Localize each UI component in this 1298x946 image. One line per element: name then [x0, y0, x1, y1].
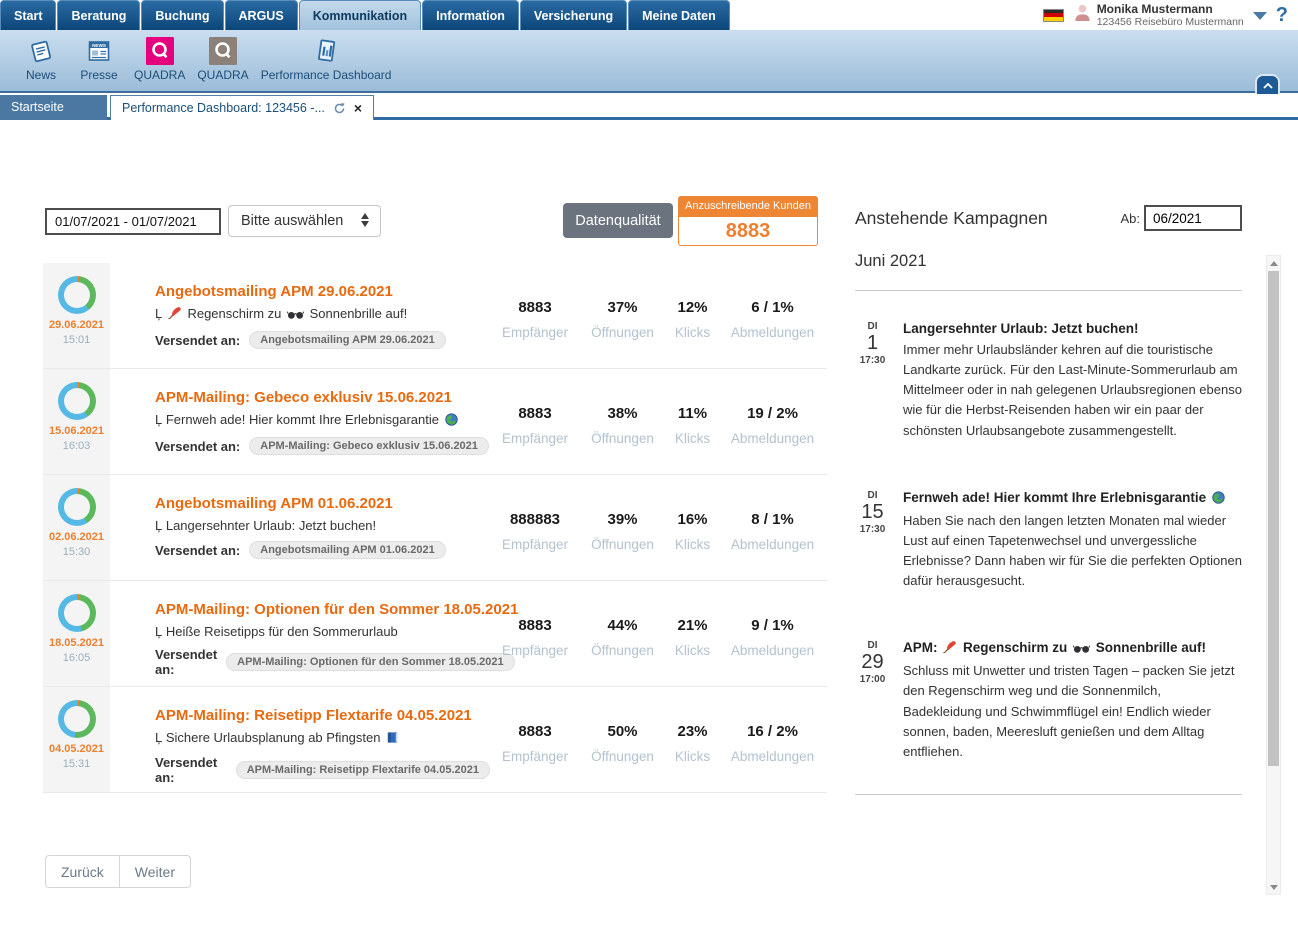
stat-unsubscribes-value: 6 / 1% — [751, 299, 794, 316]
stat-recipients-label: Empfänger — [501, 643, 569, 658]
donut-hole — [64, 388, 90, 414]
mailing-row[interactable] — [43, 581, 827, 687]
mailing-subject: Ļ Sichere Urlaubsplanung ab Pfingsten — [155, 730, 490, 747]
mailing-time: 15:30 — [62, 546, 91, 558]
mailing-tag-badge: APM-Mailing: Gebeco exklusiv 15.06.2021 — [249, 437, 489, 455]
stat-unsubscribes-value: 8 / 1% — [751, 511, 794, 528]
mailing-donut-chart — [58, 276, 96, 314]
stat-recipients-label: Empfänger — [501, 325, 569, 340]
stat-recipients — [490, 299, 580, 368]
upcoming-panel-title: Anstehende Kampagnen — [855, 207, 1048, 228]
stat-recipients — [490, 511, 580, 580]
top-nav — [0, 0, 1298, 30]
stat-unsubscribes-value: 9 / 1% — [751, 617, 794, 634]
stat-opens-label: Öffnungen — [591, 643, 654, 658]
mailing-date: 29.06.2021 — [48, 319, 105, 331]
stat-opens — [580, 617, 665, 686]
stat-recipients-value: 8883 — [518, 723, 552, 740]
mailing-sent-row — [155, 755, 490, 785]
stat-opens-label: Öffnungen — [591, 431, 654, 446]
upcoming-title: Langersehnter Urlaub: Jetzt buchen! — [903, 321, 1139, 336]
customers-box-value: 8883 — [678, 217, 818, 246]
stat-opens — [580, 723, 665, 792]
month-heading: Juni 2021 — [855, 252, 927, 270]
presse-icon — [85, 37, 113, 65]
sent-to-label: Versendet an: — [155, 647, 218, 677]
nav-tab-meine-daten[interactable]: Meine Daten — [628, 0, 730, 30]
mailing-date-cell — [43, 263, 110, 368]
upcoming-body: Immer mehr Urlaubsländer kehren auf die touristische Landkarte zurück. Für den Last-Minute-Sommerurlaub am Mittelmeer oder in nah gelegenen Urlaubsregionen ebenso wie für die Herbst-Reisenden haben wir ein paar der schönsten Urlaubsangebote zusammengestellt. — [903, 342, 1242, 438]
stat-clicks-value: 12% — [677, 299, 708, 316]
user-area — [1043, 0, 1288, 30]
stat-unsubscribes — [720, 405, 825, 474]
globe-icon — [1212, 491, 1225, 507]
stat-clicks-label: Klicks — [674, 537, 711, 552]
close-icon[interactable]: × — [353, 100, 363, 116]
from-month-input[interactable] — [1144, 205, 1242, 231]
customers-box-title: Anzuschreibende Kunden — [678, 196, 818, 217]
mailing-subject: Ļ Fernweh ade! Hier kommt Ihre Erlebnisgarantie — [155, 412, 490, 429]
stat-unsubscribes-label: Abmeldungen — [730, 749, 815, 764]
stat-clicks — [665, 723, 720, 792]
stat-recipients-label: Empfänger — [501, 749, 569, 764]
mailing-main — [110, 581, 519, 686]
toolbar-item-news-0[interactable] — [12, 37, 70, 82]
upcoming-weekday: DI — [867, 489, 878, 501]
donut-hole — [64, 600, 90, 626]
stat-unsubscribes-label: Abmeldungen — [730, 431, 815, 446]
toolbar-item-presse-1[interactable] — [70, 37, 128, 82]
mailing-tag-badge: APM-Mailing: Optionen für den Sommer 18.05.2021 — [226, 653, 515, 671]
mailing-donut-chart — [58, 594, 96, 632]
back-button[interactable]: Zurück — [45, 855, 120, 888]
stat-recipients-value: 8883 — [518, 299, 552, 316]
mailing-main — [110, 369, 490, 474]
tab-performance-dashboard[interactable] — [110, 95, 374, 120]
category-select[interactable] — [228, 205, 381, 237]
stat-clicks-label: Klicks — [674, 749, 711, 764]
toolbar-items — [0, 30, 1298, 82]
stat-unsubscribes-label: Abmeldungen — [730, 643, 815, 658]
sent-to-label: Versendet an: — [155, 438, 241, 454]
mailing-donut-chart — [58, 700, 96, 738]
upcoming-campaign-item[interactable] — [855, 640, 1242, 762]
stat-clicks — [665, 617, 720, 686]
scrollbar-thumb[interactable] — [1268, 271, 1279, 766]
toolbar-item-label: QUADRA — [134, 68, 186, 82]
date-range-input[interactable] — [45, 208, 221, 235]
mailing-main — [110, 475, 490, 580]
mailing-stats — [490, 263, 825, 368]
upcoming-day: 1 — [866, 332, 879, 354]
upcoming-day: 29 — [861, 651, 884, 674]
stat-opens-value: 37% — [607, 299, 638, 316]
sent-to-label: Versendet an: — [155, 755, 218, 785]
stat-opens-value: 39% — [607, 511, 638, 528]
stat-unsubscribes-label: Abmeldungen — [730, 325, 815, 340]
sunglasses-icon — [287, 308, 304, 323]
stat-unsubscribes — [720, 617, 825, 686]
stat-opens-value: 38% — [607, 405, 638, 422]
customers-to-contact-box[interactable] — [678, 196, 818, 246]
upcoming-campaigns-panel — [855, 205, 1242, 795]
upcoming-body: Schluss mit Unwetter und tristen Tagen – packen Sie jetzt den Regenschirm weg und die Sonnenmilch, Badekleidung und Schwimmflügel ein! Endlich wieder sonnen, baden, Meeresluft genießen und dem Alltag entfliehen. — [903, 663, 1235, 759]
toolbar-item-performance-dashboard-4[interactable] — [255, 37, 398, 82]
upcoming-items — [855, 321, 1242, 762]
mailing-stats — [490, 369, 825, 474]
upcoming-date-cell — [855, 640, 890, 762]
toolbar-item-quadra-2[interactable] — [128, 37, 191, 82]
mailing-sent-row — [155, 647, 504, 677]
user-block — [1073, 3, 1244, 28]
toolbar-item-label: Presse — [80, 68, 118, 82]
upcoming-content — [903, 640, 1242, 762]
umbrella-icon — [943, 640, 957, 657]
german-flag-icon — [1043, 9, 1064, 22]
stat-unsubscribes — [720, 511, 825, 580]
quadra-pink-icon — [146, 37, 174, 65]
stat-recipients — [490, 617, 580, 686]
nav-tab-information[interactable]: Information — [422, 0, 519, 30]
mailing-donut-chart — [58, 382, 96, 420]
mailing-date-cell — [43, 369, 110, 474]
mailing-main — [110, 687, 490, 792]
mailing-sent-row — [155, 541, 490, 559]
mailing-date-cell — [43, 687, 110, 792]
mailing-row[interactable] — [43, 369, 827, 475]
divider — [855, 290, 1242, 291]
donut-hole — [64, 282, 90, 308]
mailing-time: 16:03 — [62, 440, 91, 452]
select-value: Bitte auswählen — [241, 213, 344, 229]
nav-tab-versicherung[interactable]: Versicherung — [520, 0, 627, 30]
stat-clicks-label: Klicks — [674, 643, 711, 658]
stat-recipients-value: 8883 — [518, 405, 552, 422]
scroll-up-arrow[interactable] — [1267, 256, 1280, 270]
sent-to-label: Versendet an: — [155, 332, 241, 348]
mailing-subject: Ļ Regenschirm zu Sonnenbrille auf! — [155, 306, 408, 321]
upcoming-weekday: DI — [867, 321, 878, 332]
mailing-row[interactable] — [43, 263, 827, 369]
stat-recipients-label: Empfänger — [501, 431, 569, 446]
scroll-down-arrow[interactable] — [1267, 880, 1280, 894]
mailing-row[interactable] — [43, 687, 827, 793]
nav-tab-kommunikation[interactable]: Kommunikation — [299, 0, 421, 30]
upcoming-time: 17:00 — [859, 674, 886, 686]
stat-clicks — [665, 405, 720, 474]
upcoming-body: Haben Sie nach den langen letzten Monaten mal wieder Lust auf einen Tapetenwechsel und unvergessliche Erlebnisse? Dann haben wir für Sie die perfekten Optionen dafür herausgesucht. — [903, 512, 1242, 589]
upcoming-title: APM: Regenschirm zu Sonnenbrille auf! — [903, 640, 1207, 656]
user-name: Monika Mustermann — [1096, 1, 1213, 16]
umbrella-icon — [168, 306, 182, 323]
upcoming-content — [903, 490, 1242, 592]
stat-unsubscribes — [720, 723, 825, 792]
mailing-sent-row — [155, 331, 490, 349]
toolbar-item-label: Performance Dashboard — [260, 68, 392, 82]
mailing-date: 15.06.2021 — [48, 425, 105, 437]
stat-recipients-value: 888883 — [509, 511, 561, 528]
select-updown-icon — [361, 213, 369, 227]
sunglasses-icon — [1073, 642, 1090, 657]
mailing-title: Angebotsmailing APM 01.06.2021 — [155, 495, 393, 512]
user-menu-chevron-down-icon[interactable] — [1253, 12, 1267, 20]
stat-clicks — [665, 511, 720, 580]
mailing-stats — [490, 581, 825, 686]
upcoming-title: Fernweh ade! Hier kommt Ihre Erlebnisgarantie — [903, 490, 1242, 507]
mailing-title: APM-Mailing: Optionen für den Sommer 18.05.2021 — [155, 601, 519, 618]
news-icon — [27, 37, 55, 65]
mailing-time: 15:01 — [62, 334, 91, 346]
stat-opens-value: 44% — [607, 617, 638, 634]
upcoming-weekday: DI — [867, 640, 878, 652]
data-quality-button[interactable]: Datenqualität — [563, 203, 673, 238]
mailing-tag-badge: Angebotsmailing APM 01.06.2021 — [249, 541, 445, 559]
stat-unsubscribes-value: 19 / 2% — [747, 405, 798, 422]
stat-unsubscribes — [720, 299, 825, 368]
next-button[interactable]: Weiter — [119, 855, 191, 888]
vertical-scrollbar[interactable] — [1266, 255, 1281, 895]
mailing-date: 04.05.2021 — [48, 743, 105, 755]
chevron-up-icon — [1263, 76, 1273, 94]
mailing-date-cell — [43, 475, 110, 580]
mailing-title: APM-Mailing: Reisetipp Flextarife 04.05.2021 — [155, 707, 472, 724]
mailing-row[interactable] — [43, 475, 827, 581]
upcoming-time: 17:30 — [859, 355, 886, 366]
sent-to-label: Versendet an: — [155, 542, 241, 558]
mailing-time: 16:05 — [62, 652, 91, 664]
mailing-time: 15:31 — [62, 758, 91, 770]
stat-unsubscribes-value: 16 / 2% — [747, 723, 798, 740]
toolbar-item-quadra-3[interactable] — [191, 37, 254, 82]
avatar — [1073, 3, 1092, 27]
nav-tab-argus[interactable]: ARGUS — [225, 0, 298, 30]
toolbar-collapse-button[interactable] — [1255, 74, 1280, 94]
performance-dashboard-icon — [312, 37, 340, 65]
stat-opens — [580, 511, 665, 580]
donut-hole — [64, 494, 90, 520]
mailing-title: Angebotsmailing APM 29.06.2021 — [155, 283, 393, 300]
mailing-list — [43, 263, 827, 793]
stat-recipients-label: Empfänger — [501, 537, 569, 552]
user-org: 123456 Reisebüro Mustermann — [1096, 15, 1244, 28]
from-label: Ab: — [1120, 210, 1140, 226]
stat-clicks-value: 23% — [677, 723, 708, 740]
mailing-stats — [490, 687, 825, 792]
mailing-date: 18.05.2021 — [48, 637, 105, 649]
stat-unsubscribes-label: Abmeldungen — [730, 537, 815, 552]
stat-opens-label: Öffnungen — [591, 325, 654, 340]
globe-icon — [445, 413, 458, 429]
stat-clicks — [665, 299, 720, 368]
upcoming-date-cell — [855, 321, 890, 441]
ribbon-toolbar — [0, 30, 1298, 93]
nav-tab-start[interactable]: Start — [0, 0, 56, 30]
stat-clicks-value: 16% — [677, 511, 708, 528]
upcoming-content — [903, 321, 1242, 441]
upcoming-day: 15 — [861, 500, 884, 523]
upcoming-time: 17:30 — [859, 523, 886, 535]
mailing-sent-row — [155, 437, 490, 455]
stat-recipients — [490, 723, 580, 792]
toolbar-item-label: QUADRA — [197, 68, 249, 82]
mailing-main — [110, 263, 490, 368]
mailing-date-cell — [43, 581, 110, 686]
mailing-donut-chart — [58, 488, 96, 526]
svg-text:NEWS: NEWS — [92, 43, 106, 48]
stat-opens — [580, 405, 665, 474]
nav-tab-buchung[interactable]: Buchung — [141, 0, 223, 30]
upcoming-date-cell — [855, 490, 890, 592]
upcoming-campaign-item[interactable] — [855, 321, 1242, 441]
stat-clicks-value: 21% — [677, 617, 708, 634]
stat-opens-value: 50% — [607, 723, 638, 740]
stat-clicks-label: Klicks — [674, 431, 711, 446]
refresh-icon[interactable] — [333, 102, 346, 115]
quadra-gray-icon — [209, 37, 237, 65]
stat-opens — [580, 299, 665, 368]
mailing-date: 02.06.2021 — [48, 531, 105, 543]
toolbar-item-label: News — [25, 68, 56, 82]
nav-tab-beratung[interactable]: Beratung — [57, 0, 140, 30]
stat-recipients — [490, 405, 580, 474]
stat-clicks-value: 11% — [677, 405, 708, 422]
stat-clicks-label: Klicks — [674, 325, 711, 340]
donut-hole — [64, 706, 90, 732]
stat-recipients-value: 8883 — [518, 617, 552, 634]
mailing-tag-badge: Angebotsmailing APM 29.06.2021 — [249, 331, 445, 349]
tab-startseite[interactable]: Startseite — [0, 95, 107, 120]
help-button[interactable]: ? — [1275, 4, 1288, 26]
stat-opens-label: Öffnungen — [591, 537, 654, 552]
book-icon — [386, 731, 399, 747]
mailing-subject: Ļ Langersehnter Urlaub: Jetzt buchen! — [155, 518, 377, 533]
document-tabstrip — [0, 95, 1298, 120]
mailing-tag-badge: APM-Mailing: Reisetipp Flextarife 04.05.2021 — [236, 761, 490, 779]
divider — [855, 794, 1242, 795]
upcoming-campaign-item[interactable] — [855, 490, 1242, 592]
mailing-subject: Ļ Heiße Reisetipps für den Sommerurlaub — [155, 624, 398, 639]
mailing-stats — [490, 475, 825, 580]
stat-opens-label: Öffnungen — [591, 749, 654, 764]
pagination — [45, 855, 191, 888]
mailing-title: APM-Mailing: Gebeco exklusiv 15.06.2021 — [155, 389, 452, 406]
tab-label: Performance Dashboard: 123456 -... — [122, 100, 325, 115]
